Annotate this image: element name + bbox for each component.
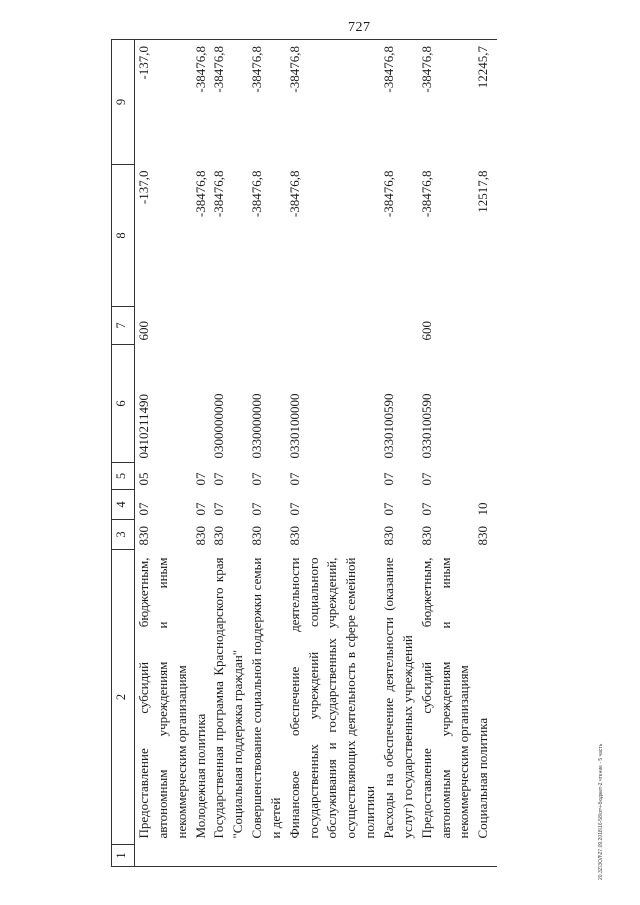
column-number: 5 (112, 463, 135, 490)
row-c5-cell (474, 463, 497, 490)
row-c5-cell: 07 (211, 472, 227, 486)
row-c9-cell: -38476,8 (286, 40, 380, 165)
budget-table (111, 39, 497, 867)
row-c8-cell: -38476,8 (211, 170, 227, 218)
row-c5-cell: 07 (286, 472, 302, 486)
row-c7-cell (286, 307, 380, 345)
row-c6-cell: 0330100590 (418, 393, 434, 459)
row-c8-cell: -38476,8 (418, 170, 434, 218)
row-c4-cell: 07 (249, 502, 265, 516)
row-c7-cell (248, 307, 286, 345)
row-c8-cell: -38476,8 (286, 170, 302, 218)
column-number: 6 (112, 345, 135, 463)
row-c8-cell: 12517,8 (475, 170, 491, 213)
table-row (210, 40, 248, 867)
table-row (474, 40, 497, 867)
row-c6-cell: 0410211490 (136, 393, 151, 459)
row-c6-cell: 0330100000 (286, 393, 302, 459)
row-c7-cell (210, 307, 248, 345)
table-row (192, 40, 211, 867)
row-c8-cell: -137,0 (136, 170, 151, 205)
row-c7-cell (380, 307, 418, 345)
row-c6-cell: 0330100590 (380, 393, 396, 459)
row-c4-cell: 07 (286, 502, 302, 516)
column-number: 9 (112, 40, 135, 165)
row-c4-cell: 10 (475, 502, 491, 516)
table-row (286, 40, 380, 867)
row-name-cell: Предоставление субсидий бюджетным, автономным учреждениям и иным некоммерческим организациям (418, 557, 472, 839)
row-name-cell: Совершенствование социальной поддержки семьи и детей (249, 557, 283, 839)
row-name-cell: Государственная программа Краснодарского края "Социальная поддержка граждан" (211, 557, 246, 839)
row-name-cell: Молодежная политика (192, 713, 208, 839)
row-c5-cell: 07 (249, 472, 265, 486)
row-c5-cell: 07 (380, 472, 396, 486)
column-number: 2 (112, 550, 135, 845)
row-c7-cell: 600 (136, 321, 151, 341)
row-index-cell (192, 845, 211, 867)
row-c3-cell: 830 (286, 526, 302, 546)
row-c7-cell (192, 307, 211, 345)
row-c9-cell: -38476,8 (380, 40, 418, 165)
row-c3-cell: 830 (249, 526, 265, 546)
column-number: 3 (112, 520, 135, 550)
rotated-page-content (111, 40, 626, 867)
row-c5-cell: 07 (192, 472, 208, 486)
column-number: 8 (112, 165, 135, 307)
row-c9-cell: -38476,8 (418, 40, 475, 165)
row-index-cell (418, 845, 475, 867)
row-c6-cell: 0300000000 (211, 393, 227, 459)
row-index-cell (135, 845, 192, 867)
row-c6-cell (474, 345, 497, 463)
row-c4-cell: 07 (211, 502, 227, 516)
row-c3-cell: 830 (136, 526, 151, 546)
row-index-cell (380, 845, 418, 867)
row-index-cell (248, 845, 286, 867)
row-c8-cell: -38476,8 (249, 170, 265, 218)
row-c8-cell: -38476,8 (380, 170, 396, 218)
row-index-cell (286, 845, 380, 867)
row-name-cell: Предоставление субсидий бюджетным, автономным учреждениям и иным некоммерческим организациям (136, 557, 189, 839)
row-c4-cell: 07 (136, 502, 151, 516)
row-c7-cell: 600 (418, 321, 434, 341)
row-c5-cell: 07 (418, 472, 434, 486)
row-name-cell: Социальная политика (475, 717, 491, 839)
row-c3-cell: 830 (380, 526, 396, 546)
column-number: 1 (112, 845, 135, 867)
row-c9-cell: 12245,7 (474, 40, 497, 165)
row-c8-cell: -38476,8 (192, 170, 208, 218)
row-c6-cell (192, 345, 211, 463)
table-row (380, 40, 418, 867)
row-c6-cell: 0330000000 (249, 393, 265, 459)
table-row (418, 40, 475, 867)
row-c9-cell: -137,0 (135, 40, 192, 165)
table-row (135, 40, 192, 867)
row-name-cell: Финансовое обеспечение деятельности государственных учреждений социального обслуживания и государственных учреждений, осуществляющих деятельность в сфере семейной политики (286, 557, 378, 839)
column-number: 4 (112, 490, 135, 520)
budget-table-body (112, 40, 498, 867)
row-c9-cell: -38476,8 (192, 40, 211, 165)
row-c3-cell: 830 (192, 526, 208, 546)
row-index-cell (474, 845, 497, 867)
page-number: 727 (348, 20, 371, 35)
column-numbers-row (112, 40, 135, 867)
row-c3-cell: 830 (211, 526, 227, 546)
row-c4-cell: 07 (380, 502, 396, 516)
row-c9-cell: -38476,8 (248, 40, 286, 165)
row-c3-cell: 830 (418, 526, 434, 546)
row-c4-cell: 07 (192, 502, 208, 516)
column-number: 7 (112, 307, 135, 345)
row-c3-cell: 830 (475, 526, 491, 546)
table-row (248, 40, 286, 867)
row-c7-cell (474, 307, 497, 345)
row-name-cell: Расходы на обеспечение деятельности (оказание услуг) государственных учреждений (380, 557, 415, 839)
row-c5-cell: 05 (136, 472, 151, 486)
row-c9-cell: -38476,8 (210, 40, 248, 165)
row-index-cell (210, 845, 248, 867)
footer-file-path: 20.3Z\ЗОЛ\27.09.2018\16-58\отч-бюджет-2 чтение - 5 часть (598, 743, 604, 880)
row-c4-cell: 07 (418, 502, 434, 516)
